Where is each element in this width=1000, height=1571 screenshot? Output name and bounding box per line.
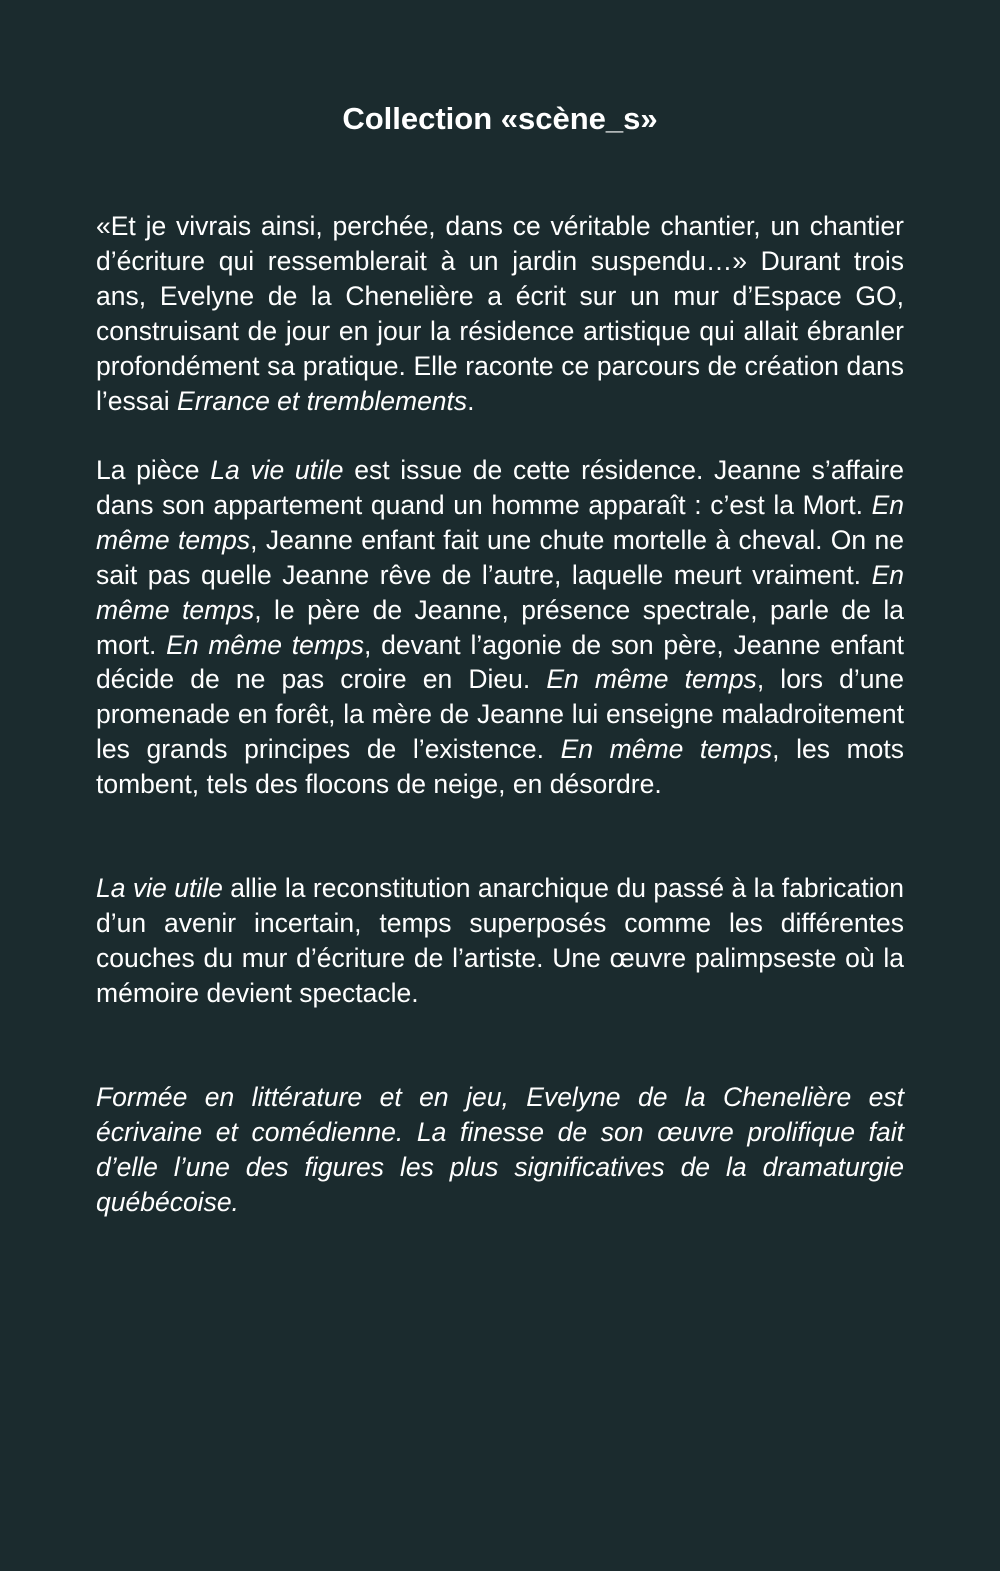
italic-text: En même temps xyxy=(166,629,364,660)
text-run: La pièce xyxy=(96,455,211,485)
text-run: est issue de cette résidence. Jeanne s’affaire dans son appartement quand un homme apparaît : c’est la Mort. xyxy=(96,455,904,520)
text-run: allie la reconstitution anarchique du passé à la fabrication d’un avenir incertain, temps superposés comme les différentes couches du mur d’écriture de l’artiste. Une œuvre palimpseste où la mémoire devient spectacle. xyxy=(96,873,904,1008)
collection-title: Collection «scène_s» xyxy=(342,101,658,136)
text-run: «Et je vivrais ainsi, perchée, dans ce véritable chantier, un chantier d’écriture qui ressemblerait à un jardin suspendu…» Durant trois ans, Evelyne de la Chenelière a écrit sur un mur d’Espace GO, construisant de jour en jour la résidence artistique qui allait ébranler profondément sa pratique. Elle raconte ce parcours de création dans l’essai xyxy=(96,211,904,416)
italic-text: En même temps xyxy=(560,734,773,765)
italic-text: En même temps xyxy=(96,489,904,555)
italic-text: La vie utile xyxy=(96,873,223,903)
synopsis-paragraph xyxy=(96,453,904,802)
text-run: , les mots tombent, tels des flocons de neige, en désordre. xyxy=(96,734,904,800)
text-run: , Jeanne enfant fait une chute mortelle à cheval. On ne sait pas quelle Jeanne rêve de l’autre, laquelle meurt vraiment. xyxy=(96,524,905,590)
intro-paragraph xyxy=(96,209,904,418)
italic-text: En même temps xyxy=(96,559,904,625)
author-bio-paragraph xyxy=(96,1080,904,1220)
italic-text: Errance et tremblements xyxy=(177,385,468,416)
text-run: , devant l’agonie de son père, Jeanne enfant décide de ne pas croire en Dieu. xyxy=(96,629,904,695)
italic-text: La vie utile xyxy=(210,455,344,485)
text-run: , le père de Jeanne, présence spectrale, parle de la mort. xyxy=(96,594,904,660)
italic-text: En même temps xyxy=(546,664,757,695)
text-run: . xyxy=(467,385,475,416)
text-run: , lors d’une promenade en forêt, la mère de Jeanne lui enseigne maladroitement les grands principes de l’existence. xyxy=(96,664,904,765)
text-run: Formée en littérature et en jeu, Evelyne de la Chenelière est écrivaine et comédienne. La finesse de son œuvre prolifique fait d’elle l’une des figures les plus significatives de la dramaturgie québécoise. xyxy=(96,1082,904,1217)
summary-paragraph xyxy=(96,871,904,1011)
